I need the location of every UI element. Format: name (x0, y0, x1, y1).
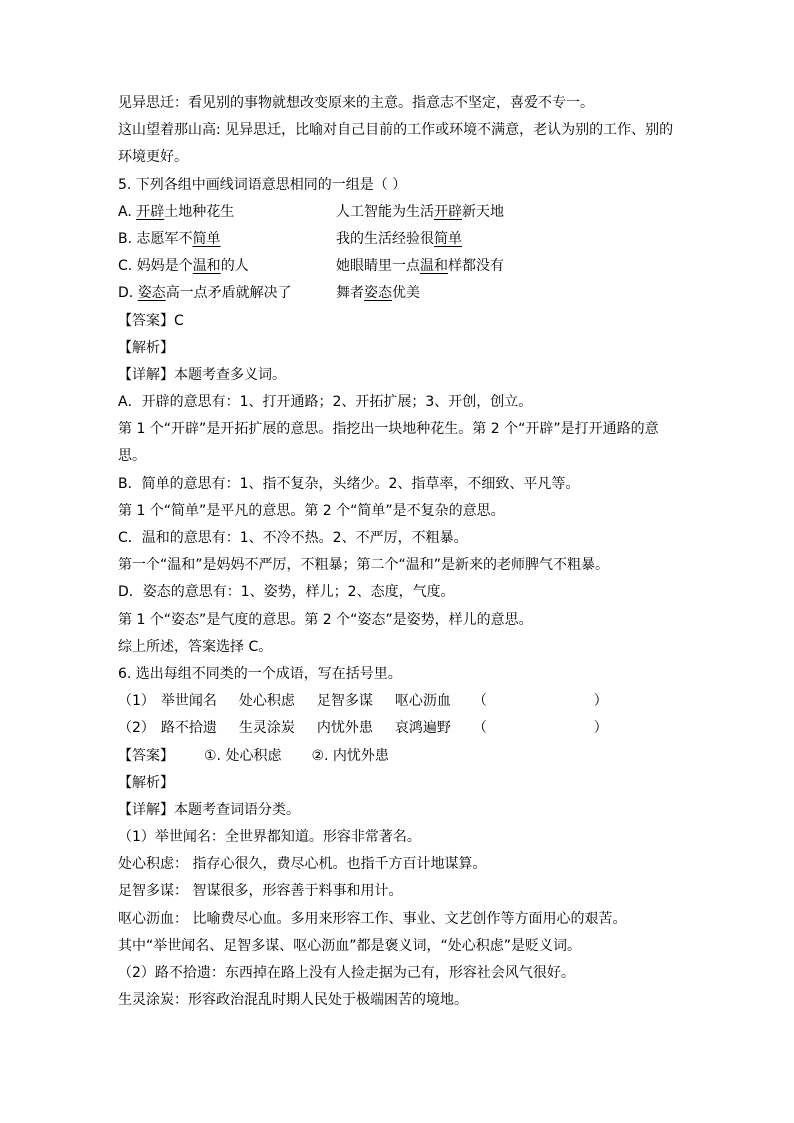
underlined-word: 开辟 (136, 203, 165, 220)
underlined-word: 简单 (434, 230, 462, 247)
option-text: 舞者 (336, 285, 364, 302)
q5-detail-line: 思。 (118, 448, 146, 465)
q5-option-a (118, 199, 676, 226)
q5-detail-line: 【详解】本题考查多义词。 (118, 366, 286, 383)
option-text: 样都没有 (448, 258, 504, 275)
option-text: 人工智能为生活 (336, 203, 434, 220)
answer-blank: （ ） (472, 720, 608, 737)
idiom: 举世闻名 (160, 693, 217, 710)
q6-detail-line: 其中“举世闻名、足智多谋、呕心沥血”都是褒义词，“处心积虑”是贬义词。 (118, 937, 582, 954)
option-text: 高一点矛盾就解决了 (165, 285, 292, 302)
option-label: D. (118, 285, 134, 302)
q5-question: 5. 下列各组中画线词语意思相同的一组是（ ） (118, 176, 407, 193)
answer-label: 【答案】 (118, 747, 174, 764)
q5-option-b (118, 226, 676, 253)
underlined-word: 温和 (420, 258, 448, 275)
q5-detail-line: 第 1 个“开辟”是开拓扩展的意思。指挖出一块地种花生。第 2 个“开辟”是打开通路的意 (118, 421, 659, 438)
q6-group-1 (118, 688, 676, 715)
q5-analysis-label: 【解析】 (118, 339, 174, 356)
q5-detail-line: D．姿态的意思有：1、姿势，样儿；2、态度，气度。 (118, 584, 455, 601)
intro-line-1: 见异思迁：看见别的事物就想改变原来的主意。指意志不坚定，喜爱不专一。 (118, 95, 594, 111)
q5-detail-line: 综上所述，答案选择 C。 (118, 638, 273, 655)
q5-detail-line: 第一个“温和”是妈妈不严厉，不粗暴；第二个“温和”是新来的老师脾气不粗暴。 (118, 557, 610, 574)
answer-2: ②. 内忧外患 (311, 747, 389, 764)
option-label: B. (118, 230, 133, 247)
q6-detail-line: （1）举世闻名：全世界都知道。形容非常著名。 (118, 829, 421, 846)
underlined-word: 姿态 (364, 285, 392, 302)
q6-detail-line: 足智多谋： 智谋很多，形容善于料事和用计。 (118, 883, 403, 900)
idiom: 处心积虑 (238, 693, 295, 710)
q5-detail-line: C．温和的意思有：1、不冷不热。2、不严厉，不粗暴。 (118, 530, 468, 546)
option-text: 新天地 (462, 203, 504, 220)
idiom: 呕心沥血 (394, 693, 451, 710)
group-number: （1） (118, 693, 155, 710)
q6-detail-line: 【详解】本题考查词语分类。 (118, 801, 300, 818)
q6-group-2 (118, 715, 676, 742)
option-text: 我的生活经验很 (336, 230, 434, 247)
intro-line-3: 环境更好。 (118, 149, 188, 166)
answer-blank: （ ） (472, 693, 608, 710)
q5-answer: 【答案】C (118, 312, 184, 329)
q5-detail-line: 第 1 个“简单”是平凡的意思。第 2 个“简单”是不复杂的意思。 (118, 502, 505, 519)
q5-option-c (118, 253, 676, 280)
q5-option-d (118, 280, 676, 307)
idiom: 足智多谋 (316, 693, 373, 710)
group-number: （2） (118, 720, 155, 737)
intro-line-2: 这山望着那山高: 见异思迁，比喻对自己目前的工作或环境不满意，老认为别的工作、别的 (118, 122, 674, 139)
q6-answer (118, 743, 676, 770)
idiom: 生灵涂炭 (238, 720, 295, 737)
q6-analysis-label: 【解析】 (118, 774, 174, 791)
q6-detail-line: 处心积虑： 指存心很久，费尽心机。也指千方百计地谋算。 (118, 856, 487, 873)
q5-detail-line: 第 1 个“姿态”是气度的意思。第 2 个“姿态”是姿势，样儿的意思。 (118, 611, 533, 628)
option-text: 志愿军不 (136, 230, 193, 247)
q6-detail-line: 呕心沥血： 比喻费尽心血。多用来形容工作、事业、文艺创作等方面用心的艰苦。 (118, 910, 627, 927)
idiom: 路不拾遗 (160, 720, 217, 737)
q5-detail-line: A．开辟的意思有：1、打开通路；2、开拓扩展；3、开创，创立。 (118, 394, 533, 411)
option-text: 她眼睛里一点 (336, 258, 420, 275)
idiom: 内忧外患 (316, 720, 373, 737)
q6-detail-line: 生灵涂炭：形容政治混乱时期人民处于极端困苦的境地。 (118, 992, 468, 1009)
idiom: 哀鸿遍野 (394, 720, 451, 737)
option-text: 的人 (220, 258, 249, 275)
option-label: C. (118, 258, 133, 275)
underlined-word: 开辟 (434, 203, 462, 220)
underlined-word: 温和 (192, 258, 221, 275)
underlined-word: 姿态 (137, 285, 166, 302)
option-text: 土地种花生 (164, 203, 235, 220)
option-text: 优美 (392, 285, 420, 302)
option-text: 妈妈是个 (136, 258, 193, 275)
q6-question: 6. 选出每组不同类的一个成语，写在括号里。 (118, 665, 402, 682)
underlined-word: 简单 (192, 230, 221, 247)
option-label: A. (118, 203, 132, 220)
answer-1: ①. 处心积虑 (204, 747, 282, 764)
q6-detail-line: （2）路不拾遗：东西掉在路上没有人捡走据为己有，形容社会风气很好。 (118, 965, 575, 981)
q5-detail-line: B．简单的意思有：1、指不复杂，头绪少。2、指草率，不细致、平凡等。 (118, 475, 580, 492)
